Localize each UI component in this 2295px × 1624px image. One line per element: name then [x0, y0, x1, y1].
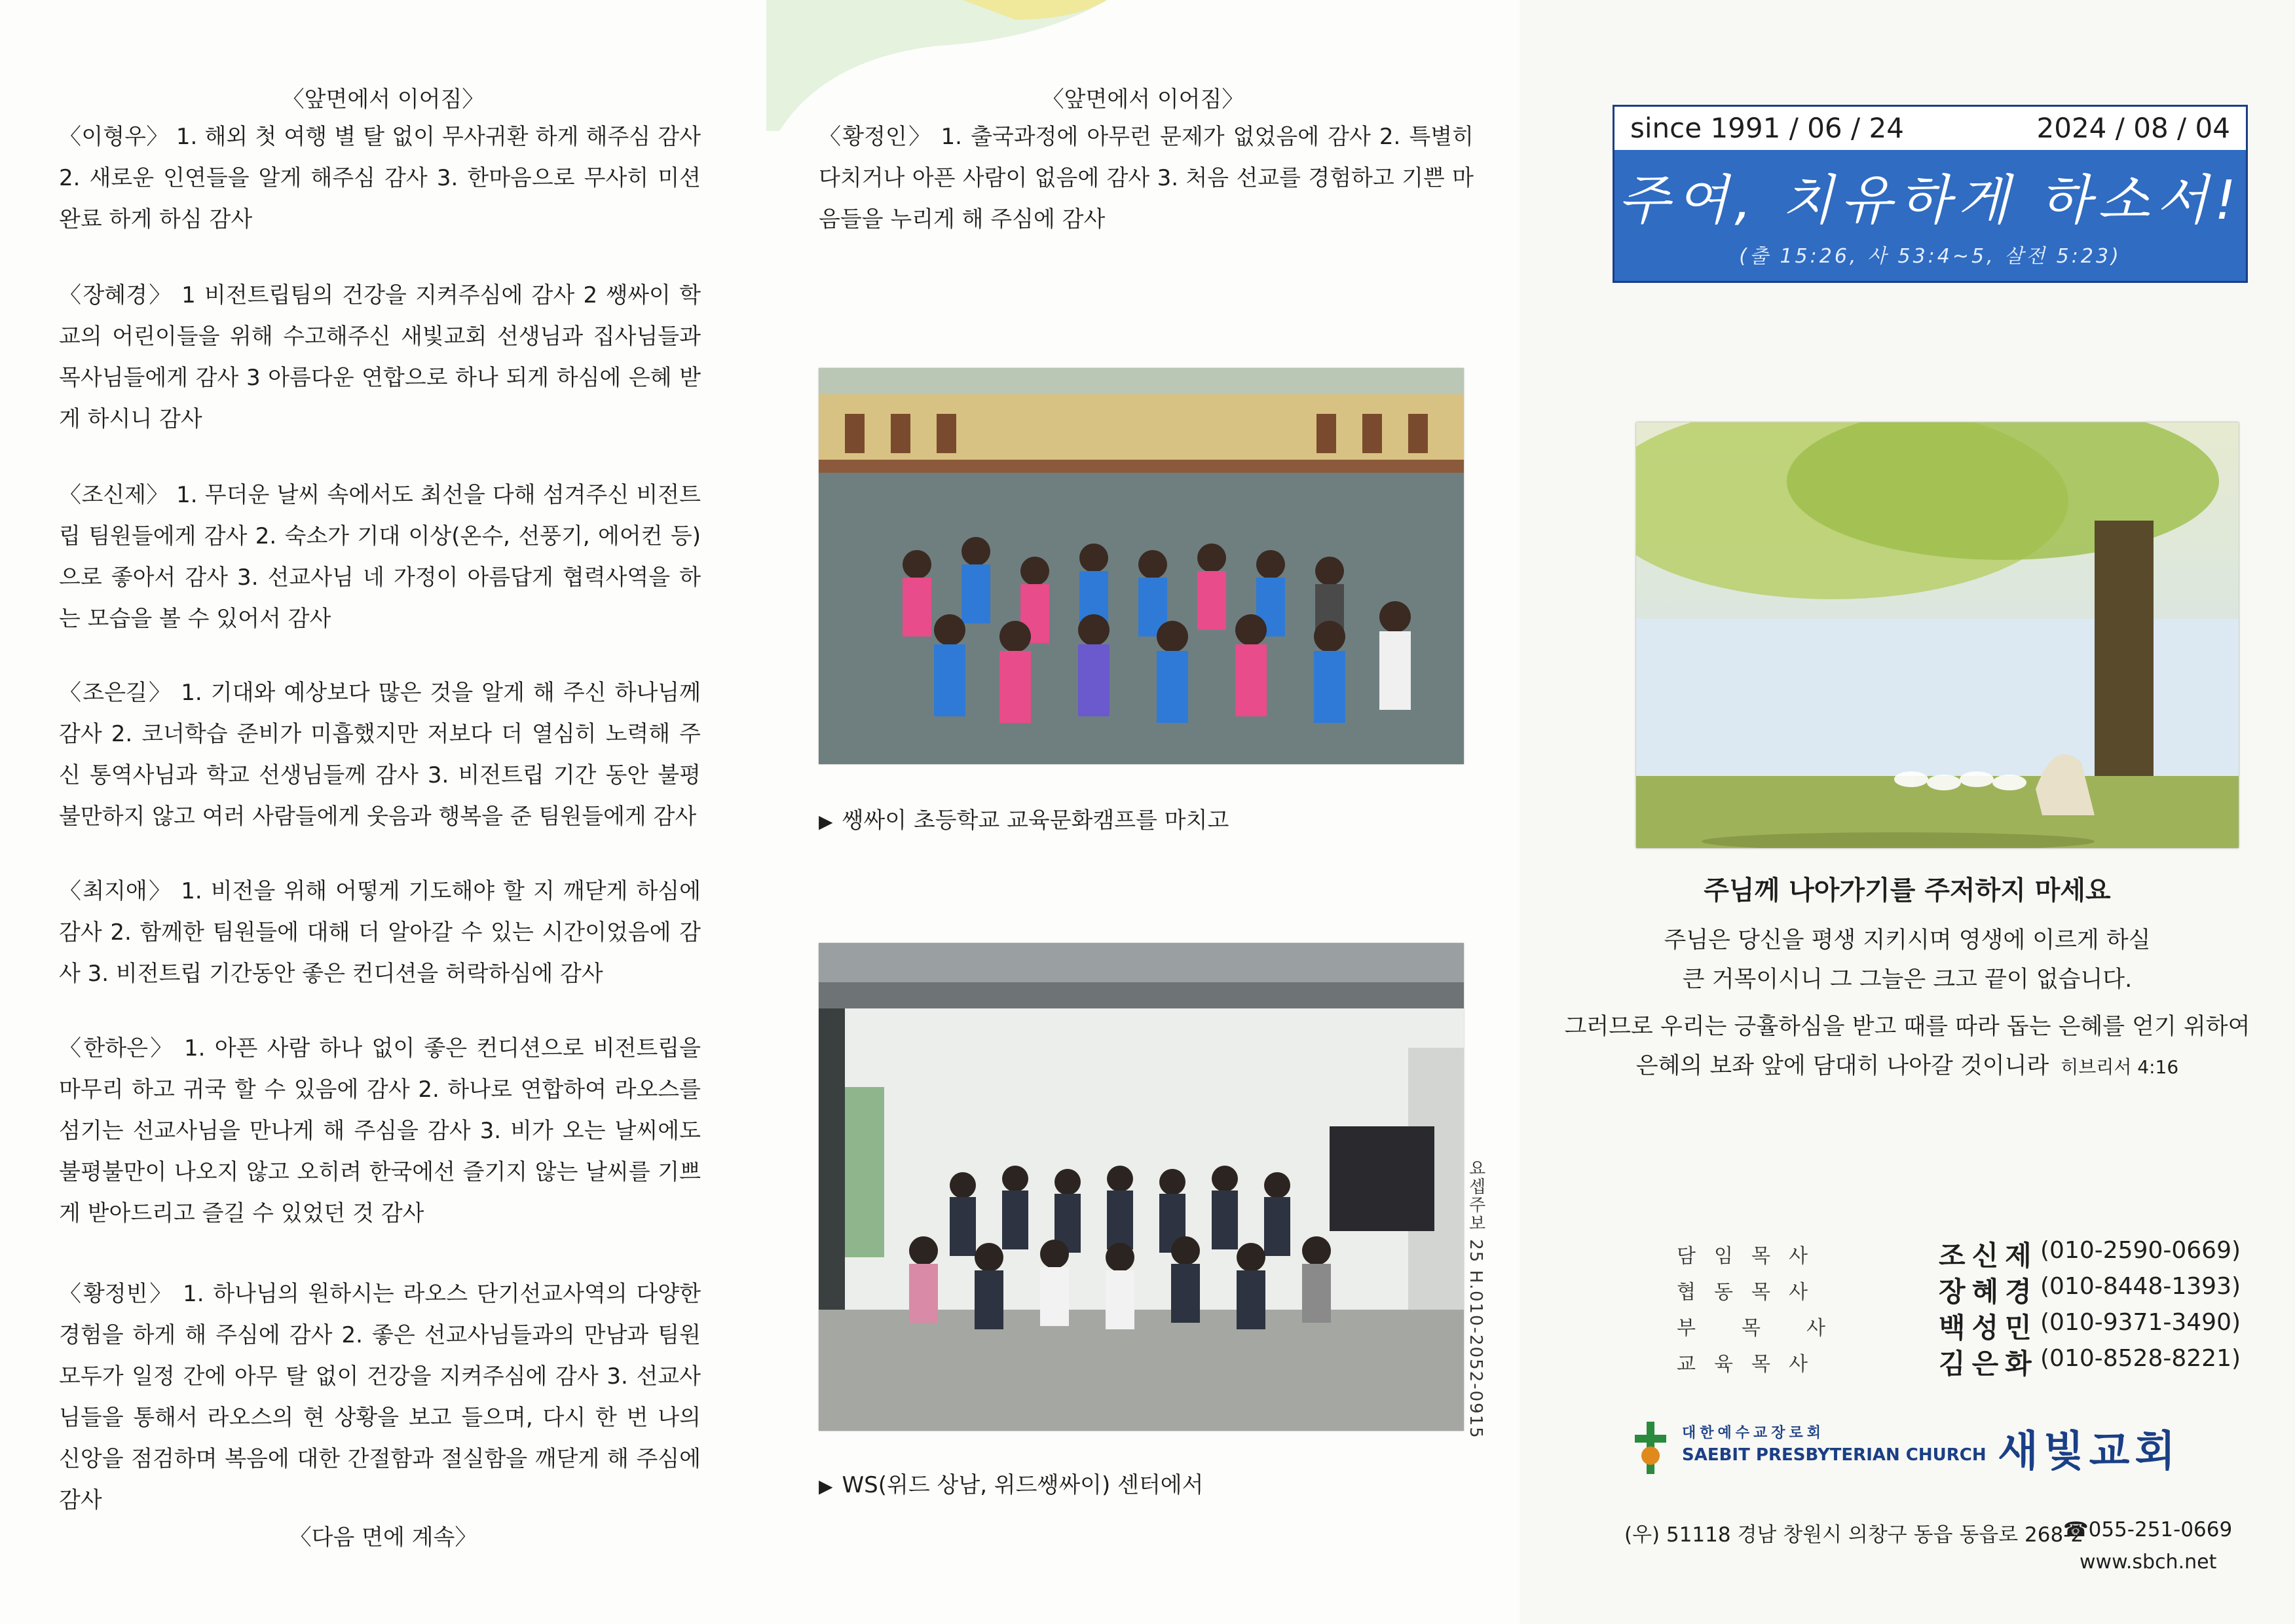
- header-date-strip: [1614, 107, 2246, 150]
- issue-date: 2024 / 08 / 04: [2036, 112, 2230, 144]
- testimony-4: 〈조은길〉 1. 기대와 예상보다 많은 것을 알게 해 주신 하나님께 감사 2. 코너학습 준비가 미흡했지만 저보다 더 열심히 노력해 주신 통역사님과 학교 선생님들께 감사 3. 비전트립 기간 동안 불평불만하지 않고 여러 사람들에게 웃음과 행복을 준 팀원들에게 감사: [59, 680, 701, 830]
- staff-phone: (010-8448-1393): [2040, 1273, 2241, 1300]
- title-verse-refs: (출 15:26, 사 53:4~5, 살전 5:23): [1739, 245, 2121, 268]
- church-website[interactable]: www.sbch.net: [2080, 1551, 2217, 1574]
- church-logo: [1631, 1418, 2286, 1477]
- message-line-2: 큰 거목이시니 그 그늘은 크고 끝이 없습니다.: [1682, 967, 2133, 993]
- header-title-band: [1614, 150, 2246, 281]
- continued-from-note-middle: 〈앞면에서 이어짐〉: [1041, 86, 1244, 113]
- staff-name: 김은화: [1939, 1348, 2038, 1380]
- left-panel: [0, 0, 766, 1624]
- church-name-en: SAEBIT PRESBYTERIAN CHURCH: [1682, 1445, 1987, 1465]
- middle-panel: [766, 0, 1520, 1624]
- message-line-1: 주님은 당신을 평생 지키시며 영생에 이르게 하실: [1664, 927, 2151, 953]
- bulletin-header: [1613, 105, 2248, 283]
- photo1-caption: [819, 802, 1229, 834]
- photo2-caption-text: WS(위드 상남, 위드쌩싸이) 센터에서: [842, 1472, 1204, 1498]
- bulletin-title: 주여, 치유하게 하소서!: [1618, 170, 2243, 232]
- continued-to-note: 〈다음 면에 계속〉: [289, 1524, 477, 1551]
- staff-row: [1677, 1234, 2266, 1271]
- staff-row: [1677, 1342, 2266, 1379]
- church-denomination: 대한예수교장로회: [1682, 1425, 1825, 1441]
- staff-row: [1677, 1270, 2266, 1307]
- since-date: since 1991 / 06 / 24: [1630, 112, 1904, 144]
- church-name-ko: 새빛교회: [1998, 1428, 2181, 1476]
- message-line-3: 그러므로 우리는 긍휼하심을 받고 때를 따라 돕는 은혜를 얻기 위하여: [1564, 1014, 2250, 1040]
- staff-name: 장혜경: [1939, 1276, 2038, 1308]
- staff-name: 조신제: [1939, 1240, 2038, 1272]
- message-scripture-ref: 히브리서 4:16: [2061, 1056, 2179, 1078]
- continued-from-note: 〈앞면에서 이어짐〉: [282, 86, 485, 113]
- church-phone: ☎055-251-0669: [2063, 1518, 2233, 1541]
- vertical-contact-text: 요셉주보 25 H.010-2052-0915: [1466, 1159, 1485, 1439]
- staff-phone: (010-2590-0669): [2040, 1237, 2241, 1264]
- message-line-4: [1520, 1048, 2295, 1080]
- testimony-7: 〈황정빈〉 1. 하나님의 원하시는 라오스 단기선교사역의 다양한 경험을 하게 해 주심에 감사 2. 좋은 선교사님들과의 만남과 팀원 모두가 일정 간에 아무 탈 없이 건강을 지켜주심에 감사 3. 선교사님들을 통해서 라오스의 현 상황을 보고 들으며, 다시 한 번 나의 신앙을 점검하며 복음에 대한 간절함과 절실함을 깨닫게 해 주심에 감사: [59, 1281, 701, 1513]
- photo1-caption-text: 쌩싸이 초등학교 교육문화캠프를 마치고: [842, 807, 1229, 834]
- testimony-5: 〈최지애〉 1. 비전을 위해 어떻게 기도해야 할 지 깨닫게 하심에 감사 2. 함께한 팀원들에 대해 더 알아갈 수 있는 시간이었음에 감사 3. 비전트립 기간동안 좋은 컨디션을 허락하심에 감사: [59, 878, 701, 987]
- shepherd-tree-painting: [1636, 422, 2239, 848]
- testimony-2: 〈장혜경〉 1 비전트립팀의 건강을 지켜주심에 감사 2 쌩싸이 학교의 어린이들을 위해 수고해주신 새빛교회 선생님과 집사님들과 목사님들에게 감사 3 아름다운 연합으로 하나 되게 하심에 은혜 받게 하시니 감사: [59, 282, 701, 432]
- testimony-3: 〈조신제〉 1. 무더운 날씨 속에서도 최선을 다해 섬겨주신 비전트립 팀원들에게 감사 2. 숙소가 기대 이상(온수, 선풍기, 에어컨 등)으로 좋아서 감사 3. 선교사님 네 가정이 아름답게 협력사역을 하는 모습을 볼 수 있어서 감사: [59, 482, 701, 632]
- testimony-1: 〈이형우〉 1. 해외 첫 여행 별 탈 없이 무사귀환 하게 해주심 감사 2. 새로운 인연들을 알게 해주심 감사 3. 한마음으로 무사히 미션 완료 하게 하심 감사: [59, 124, 701, 232]
- testimony-8: 〈황정인〉 1. 출국과정에 아무런 문제가 없었음에 감사 2. 특별히 다치거나 아픈 사람이 없음에 감사 3. 처음 선교를 경험하고 기쁜 마음들을 누리게 해 주심에 감사: [819, 124, 1474, 232]
- staff-role: 교육목사: [1677, 1353, 1826, 1376]
- staff-role: 협동목사: [1677, 1281, 1826, 1304]
- testimony-6: 〈한하은〉 1. 아픈 사람 하나 없이 좋은 컨디션으로 비전트립을 마무리 하고 귀국 할 수 있음에 감사 2. 하나로 연합하여 라오스를 섬기는 선교사님을 만나게 해 주심을 감사 3. 비가 오는 날씨에도 불평불만이 나오지 않고 오히려 한국에선 즐기지 않는 날씨를 기쁘게 받아드리고 즐길 수 있었던 것 감사: [59, 1035, 701, 1227]
- staff-name: 백성민: [1939, 1312, 2038, 1344]
- staff-row: [1677, 1306, 2266, 1343]
- staff-role: 부목사: [1677, 1317, 1871, 1340]
- message-heading: 주님께 나아가기를 주저하지 마세요: [1704, 876, 2111, 906]
- photo-school-camp: [819, 368, 1464, 764]
- message-line-4-text: 은혜의 보좌 앞에 담대히 나아갈 것이니라: [1635, 1053, 2049, 1079]
- school-camp-image: [819, 368, 1464, 764]
- ws-center-image: [819, 943, 1464, 1431]
- caption-triangle-icon: ▶: [819, 811, 833, 832]
- caption-triangle-icon-2: ▶: [819, 1475, 833, 1497]
- church-address: (우) 51118 경남 창원시 의창구 동읍 동읍로 268-2: [1624, 1523, 2084, 1547]
- staff-phone: (010-8528-8221): [2040, 1345, 2241, 1372]
- staff-role: 담임목사: [1677, 1245, 1826, 1268]
- photo-ws-center: [819, 943, 1464, 1431]
- cross-emblem-icon: [1631, 1422, 1670, 1474]
- right-panel: [1520, 0, 2295, 1624]
- staff-phone: (010-9371-3490): [2040, 1309, 2241, 1336]
- photo2-caption: [819, 1467, 1203, 1499]
